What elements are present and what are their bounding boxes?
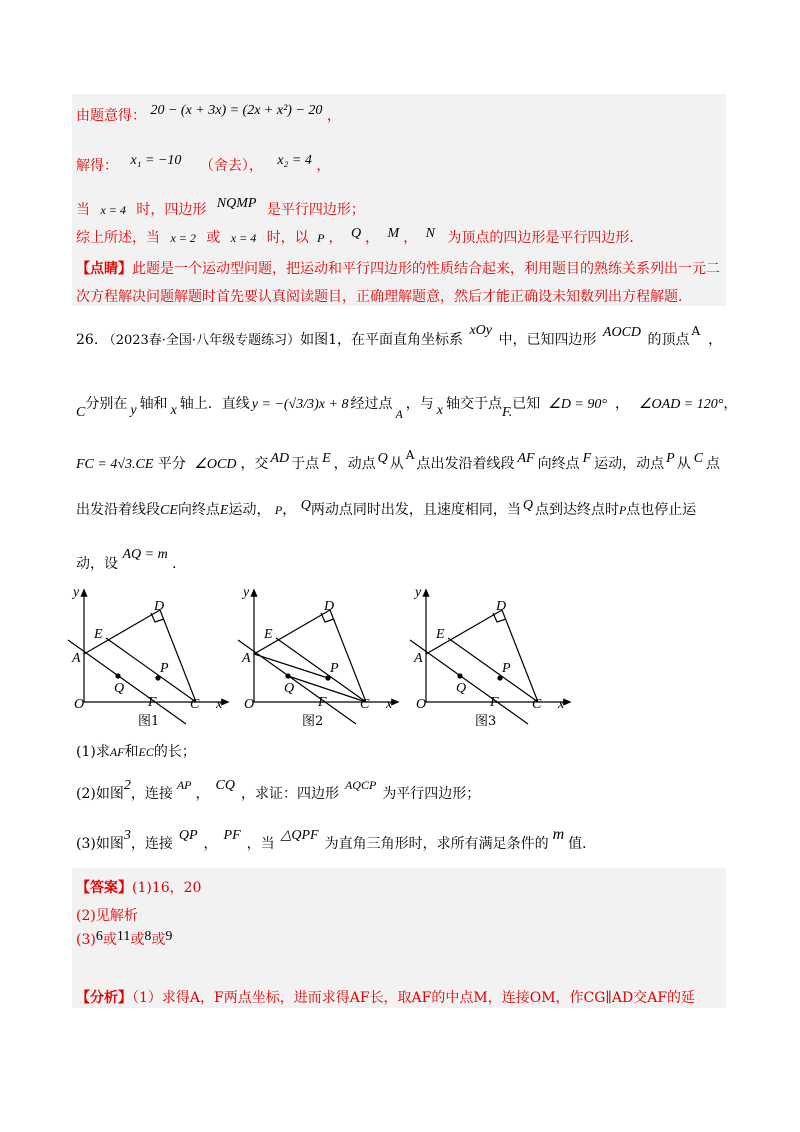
math: CQ — [215, 778, 235, 793]
text: 从 — [389, 456, 404, 472]
solution-label: 解得： — [76, 158, 118, 174]
punct: ， — [403, 230, 418, 246]
math: A — [395, 407, 403, 421]
punct: ， — [365, 230, 380, 246]
comment-text: 次方程解决问题解题时首先要认真阅读题目，正确理解题意，然后才能正确设未知数列出方程解题. — [76, 289, 683, 305]
label-c: C — [190, 697, 200, 712]
math-x1: x = 2 — [170, 231, 196, 245]
root-x1: x₁ = −10 — [130, 153, 182, 168]
answer-1: (1)16，20 — [132, 880, 202, 896]
text: ，连接 — [130, 836, 173, 852]
text: 经过点 — [350, 396, 393, 412]
punct: ， — [316, 158, 331, 174]
text: 平分 — [157, 456, 186, 472]
text: (1)求 — [76, 744, 110, 760]
text: 如图1，在平面直角坐标系 — [300, 332, 463, 348]
text: 运动， — [228, 502, 271, 518]
question-2 — [76, 778, 481, 805]
text: 值． — [568, 836, 597, 852]
label-q: Q — [456, 681, 467, 696]
label-e: E — [436, 627, 445, 642]
math: PF — [223, 828, 241, 843]
figure-caption-3: 图3 — [475, 714, 497, 729]
math: F. — [502, 405, 513, 420]
text: 和 — [124, 744, 139, 760]
text: (2)如图 — [76, 786, 124, 802]
punct: ， — [614, 396, 629, 412]
text: 点 — [706, 456, 721, 472]
math: P — [666, 451, 675, 466]
label-p: P — [330, 661, 339, 676]
math: AD — [270, 451, 290, 466]
math: A — [691, 324, 701, 338]
text: 中，已知四边形 — [498, 332, 597, 348]
label-a: A — [414, 651, 423, 666]
label-e: E — [94, 627, 103, 642]
text: 轴和 — [139, 396, 168, 412]
text: 或 — [102, 932, 117, 948]
figures — [0, 582, 800, 732]
text: 或 — [206, 230, 221, 246]
text: (3)如图 — [76, 836, 124, 852]
text: 两动点同时出发，且速度相同，当 — [310, 502, 521, 518]
label-d: D — [154, 599, 165, 614]
math: FC = 4√3.CE — [76, 457, 154, 472]
text: 当 — [76, 202, 90, 218]
label-x: x — [386, 697, 393, 712]
label-y: y — [415, 585, 422, 600]
text: 时，四边形 — [136, 202, 207, 218]
point-p — [155, 675, 160, 680]
answer-tag: 【答案】 — [76, 880, 132, 896]
problem-number: 26. — [76, 332, 99, 348]
text: 点出发沿着线段 — [416, 456, 515, 472]
point-p: P — [317, 231, 325, 245]
text: 为顶点的四边形是平行四边形． — [447, 230, 644, 246]
discard-note: （舍去）， — [199, 158, 263, 174]
point-p — [497, 675, 502, 680]
text: 为平行四边形； — [382, 786, 481, 802]
math: E — [219, 503, 229, 518]
solution-line-2 — [76, 153, 331, 177]
problem-line-4 — [76, 500, 696, 521]
text: 为直角三角形时，求所有满足条件的 — [324, 836, 549, 852]
problem-source: （2023春·全国·八年级专题练习） — [102, 333, 301, 348]
math: AQ = m — [122, 547, 168, 562]
label-q: Q — [114, 681, 125, 696]
label-y: y — [73, 585, 80, 600]
answer-2: (2)见解析 — [76, 908, 138, 924]
label-c: C — [360, 697, 370, 712]
text: ，与 — [405, 396, 434, 412]
segment-dc — [502, 610, 538, 702]
text: 或 — [151, 932, 166, 948]
text: 运动，动点 — [594, 456, 665, 472]
text: 时，以 — [266, 230, 309, 246]
text: ，求证：四边形 — [240, 786, 339, 802]
analysis-text: （1）求得A，F两点坐标，进而求得AF长，取AF的中点M，连接OM，作CG∥AD交AF的延 — [132, 990, 696, 1006]
punct: ， — [708, 332, 723, 348]
text: 的顶点 — [647, 332, 690, 348]
math: △QPF — [280, 828, 319, 843]
math: E — [322, 451, 331, 466]
text: 点到达终点时 — [534, 502, 619, 518]
text: 出发沿着线段 — [76, 502, 160, 518]
math: P — [274, 503, 283, 517]
text: 向终点 — [537, 456, 580, 472]
punct: ， — [203, 836, 218, 852]
answer-line-1 — [76, 878, 201, 898]
label-f: F — [318, 695, 327, 710]
punct: ， — [326, 108, 341, 124]
problem-line-3 — [76, 448, 721, 475]
text: 轴上．直线 — [179, 396, 250, 412]
label-p: P — [502, 661, 511, 676]
text: 于点 — [291, 456, 320, 472]
point-q: Q — [350, 226, 362, 241]
text: ，连接 — [130, 786, 173, 802]
segment-dc — [330, 610, 366, 702]
question-1 — [76, 742, 196, 762]
problem-line-1 — [76, 323, 723, 351]
point-q — [115, 673, 120, 678]
math: m — [552, 826, 565, 843]
label-x: x — [558, 697, 565, 712]
figure-caption-2: 图2 — [302, 714, 324, 729]
answer-value: 9 — [165, 929, 173, 944]
label-x: x — [216, 697, 223, 712]
math: x — [436, 403, 444, 418]
math-x2: x = 4 — [230, 231, 257, 245]
figure-2 — [238, 585, 396, 724]
answer-3-prefix: (3) — [76, 932, 96, 948]
math: C — [693, 451, 704, 466]
segment-dc — [160, 610, 196, 702]
math: Q — [522, 498, 533, 513]
point-m: M — [387, 226, 400, 241]
text: 的长； — [153, 744, 196, 760]
question-3 — [76, 826, 597, 855]
math: Q — [300, 498, 311, 513]
label-d: D — [324, 599, 335, 614]
math: AF — [109, 745, 125, 759]
text: 轴交于点 — [446, 396, 503, 412]
comment-tag: 【点睛】 — [76, 261, 132, 277]
punct: ， — [195, 786, 210, 802]
label-f: F — [148, 695, 157, 710]
equation: 20 − (x + 3x) = (2x + x²) − 20 — [150, 103, 323, 118]
math: Q — [377, 451, 388, 466]
math: ∠OAD = 120° — [638, 397, 724, 412]
label-a: A — [72, 651, 81, 666]
label-y: y — [243, 585, 250, 600]
answer-value: 6 — [95, 929, 103, 944]
label-e: E — [264, 627, 273, 642]
math: F — [582, 451, 592, 466]
math: x — [170, 403, 177, 418]
problem-line-5 — [76, 547, 187, 575]
comment-line-1 — [76, 259, 720, 279]
math: QP — [178, 828, 198, 843]
math: AF — [517, 451, 535, 466]
punct: ， — [723, 396, 738, 412]
math: xOy — [469, 323, 492, 338]
text: ，交 — [240, 456, 269, 472]
label-a: A — [242, 651, 251, 666]
math: AQCP — [344, 778, 377, 792]
label-o: O — [416, 697, 427, 712]
math: y — [130, 403, 137, 418]
math: AOCD — [602, 325, 642, 340]
label-o: O — [74, 697, 85, 712]
text: 点也停止运 — [626, 502, 697, 518]
math: ∠OCD — [194, 457, 237, 472]
answer-value: 11 — [116, 929, 131, 944]
solution-line-3 — [76, 196, 365, 221]
punct: ， — [282, 502, 297, 518]
point-n: N — [425, 226, 435, 241]
comment-text: 此题是一个运动型问题，把运动和平行四边形的性质结合起来，利用题目的熟练关系列出一元二 — [132, 261, 720, 277]
math: ∠D = 90° — [548, 397, 607, 412]
comment-line-2 — [76, 287, 682, 307]
answer-line-3 — [76, 930, 172, 951]
text: 已知 — [512, 396, 541, 412]
analysis-line — [76, 988, 695, 1008]
punct: ． — [172, 556, 187, 572]
text: 或 — [130, 932, 145, 948]
point-q — [457, 673, 462, 678]
text: 向终点 — [177, 502, 220, 518]
answer-line-2 — [76, 906, 138, 926]
punct: ， — [328, 230, 343, 246]
math: 3 — [123, 828, 131, 843]
analysis-tag: 【分析】 — [76, 990, 132, 1006]
math-shape: NQMP — [216, 196, 257, 211]
math-cond: x = 4 — [100, 203, 126, 217]
label-p: P — [160, 661, 169, 676]
figure-3 — [410, 585, 568, 724]
math-line-eq: y = −(√3/3)x + 8 — [251, 397, 349, 412]
text: ，当 — [246, 836, 275, 852]
label-c: C — [532, 697, 542, 712]
text: 动，设 — [76, 556, 118, 572]
math: CE — [160, 503, 178, 518]
math: AP — [176, 778, 192, 792]
math: P — [618, 503, 627, 517]
solution-label: 由题意得： — [76, 108, 146, 124]
segment-ap — [254, 654, 328, 678]
text: 是平行四边形； — [266, 202, 365, 218]
solution-line-1 — [76, 103, 341, 127]
label-d: D — [496, 599, 507, 614]
math: C — [76, 405, 86, 420]
figure-1 — [68, 585, 226, 724]
text: 从 — [676, 456, 691, 472]
label-o: O — [244, 697, 255, 712]
math: 2 — [123, 778, 131, 793]
problem-line-2 — [76, 394, 738, 421]
solution-line-4 — [76, 228, 643, 249]
label-f: F — [490, 695, 499, 710]
root-x2: x₂ = 4 — [277, 153, 312, 168]
answer-value: 8 — [144, 929, 152, 944]
figure-caption-1: 图1 — [138, 714, 160, 729]
math: A — [405, 448, 415, 462]
label-q: Q — [284, 681, 295, 696]
math: EC — [138, 745, 154, 759]
text: ，动点 — [333, 456, 376, 472]
text: 分别在 — [85, 396, 128, 412]
text: 综上所述，当 — [76, 230, 160, 246]
